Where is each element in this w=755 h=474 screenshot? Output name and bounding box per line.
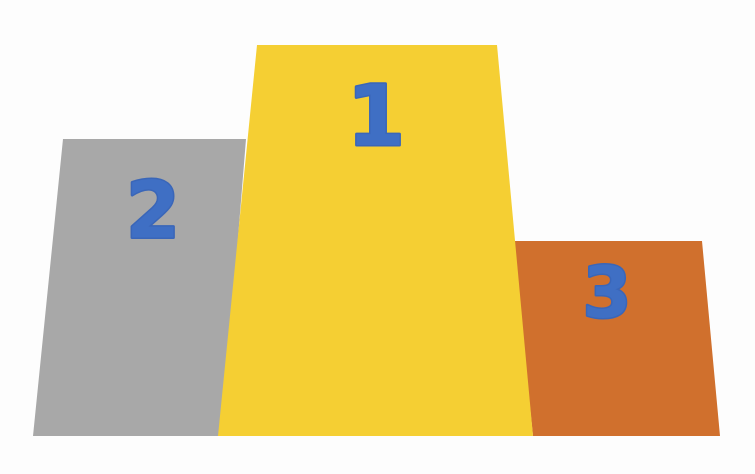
- podium-third-place: [513, 241, 720, 436]
- third-place-number: 3: [582, 252, 632, 335]
- second-place-number: 2: [125, 166, 181, 257]
- podium-first-place: [218, 45, 533, 436]
- podium-second-place: [33, 139, 246, 436]
- first-place-number: 1: [346, 66, 406, 165]
